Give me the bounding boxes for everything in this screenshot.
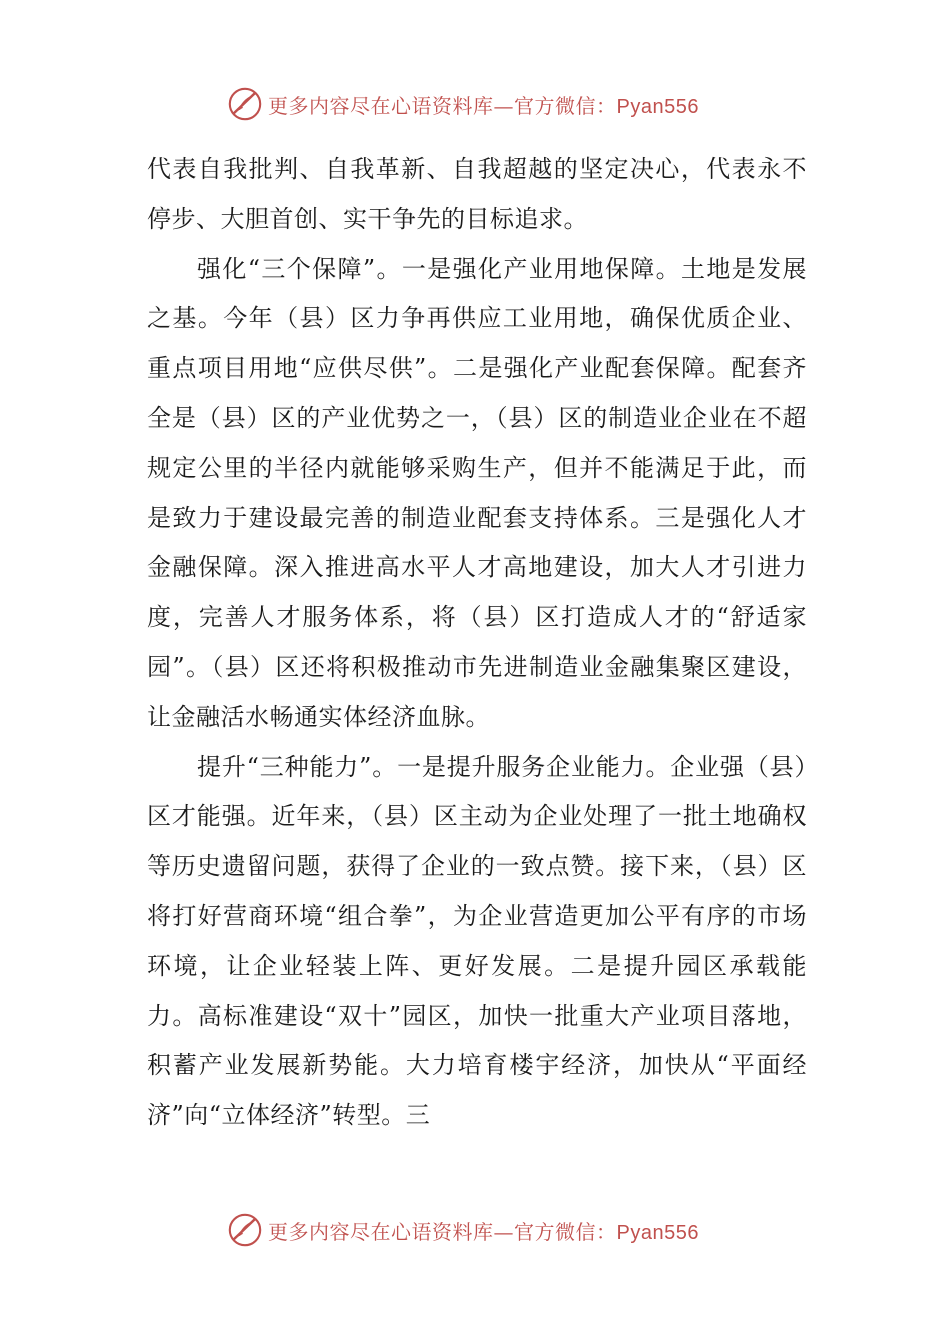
header-watermark: [226, 84, 699, 124]
document-body: [147, 145, 807, 1141]
footer-watermark: [226, 1210, 699, 1250]
paragraph-3: 提升“三种能力”。一是提升服务企业能力。企业强（县）区才能强。近年来，（县）区主动为企业处理了一批土地确权等历史遗留问题，获得了企业的一致点赞。接下来，（县）区将打好营商环境“组合拳”，为企业营造更加公平有序的市场环境，让企业轻装上阵、更好发展。二是提升园区承载能力。高标准建设“双十”园区，加快一批重大产业项目落地，积蓄产业发展新势能。大力培育楼宇经济，加快从“平面经济”向“立体经济”转型。三: [147, 752, 807, 1130]
watermark-text: 更多内容尽在心语资料库—官方微信：Pyan556: [268, 93, 699, 118]
paragraph-2: 强化“三个保障”。一是强化产业用地保障。土地是发展之基。今年（县）区力争再供应工业用地，确保优质企业、重点项目用地“应供尽供”。二是强化产业配套保障。配套齐全是（县）区的产业优势之一，（县）区的制造业企业在不超规定公里的半径内就能够采购生产，但并不能满足于此，而是致力于建设最完善的制造业配套支持体系。三是强化人才金融保障。深入推进高水平人才高地建设，加大人才引进力度，完善人才服务体系，将（县）区打造成人才的“舒适家园”。（县）区还将积极推动市先进制造业金融集聚区建设，让金融活水畅通实体经济血脉。: [147, 254, 807, 731]
paragraph-1: 代表自我批判、自我革新、自我超越的坚定决心，代表永不停步、大胆首创、实干争先的目标追求。: [147, 155, 807, 233]
pen-logo-icon: [226, 1211, 264, 1249]
watermark-text: 更多内容尽在心语资料库—官方微信：Pyan556: [268, 1219, 699, 1244]
pen-logo-icon: [226, 85, 264, 123]
